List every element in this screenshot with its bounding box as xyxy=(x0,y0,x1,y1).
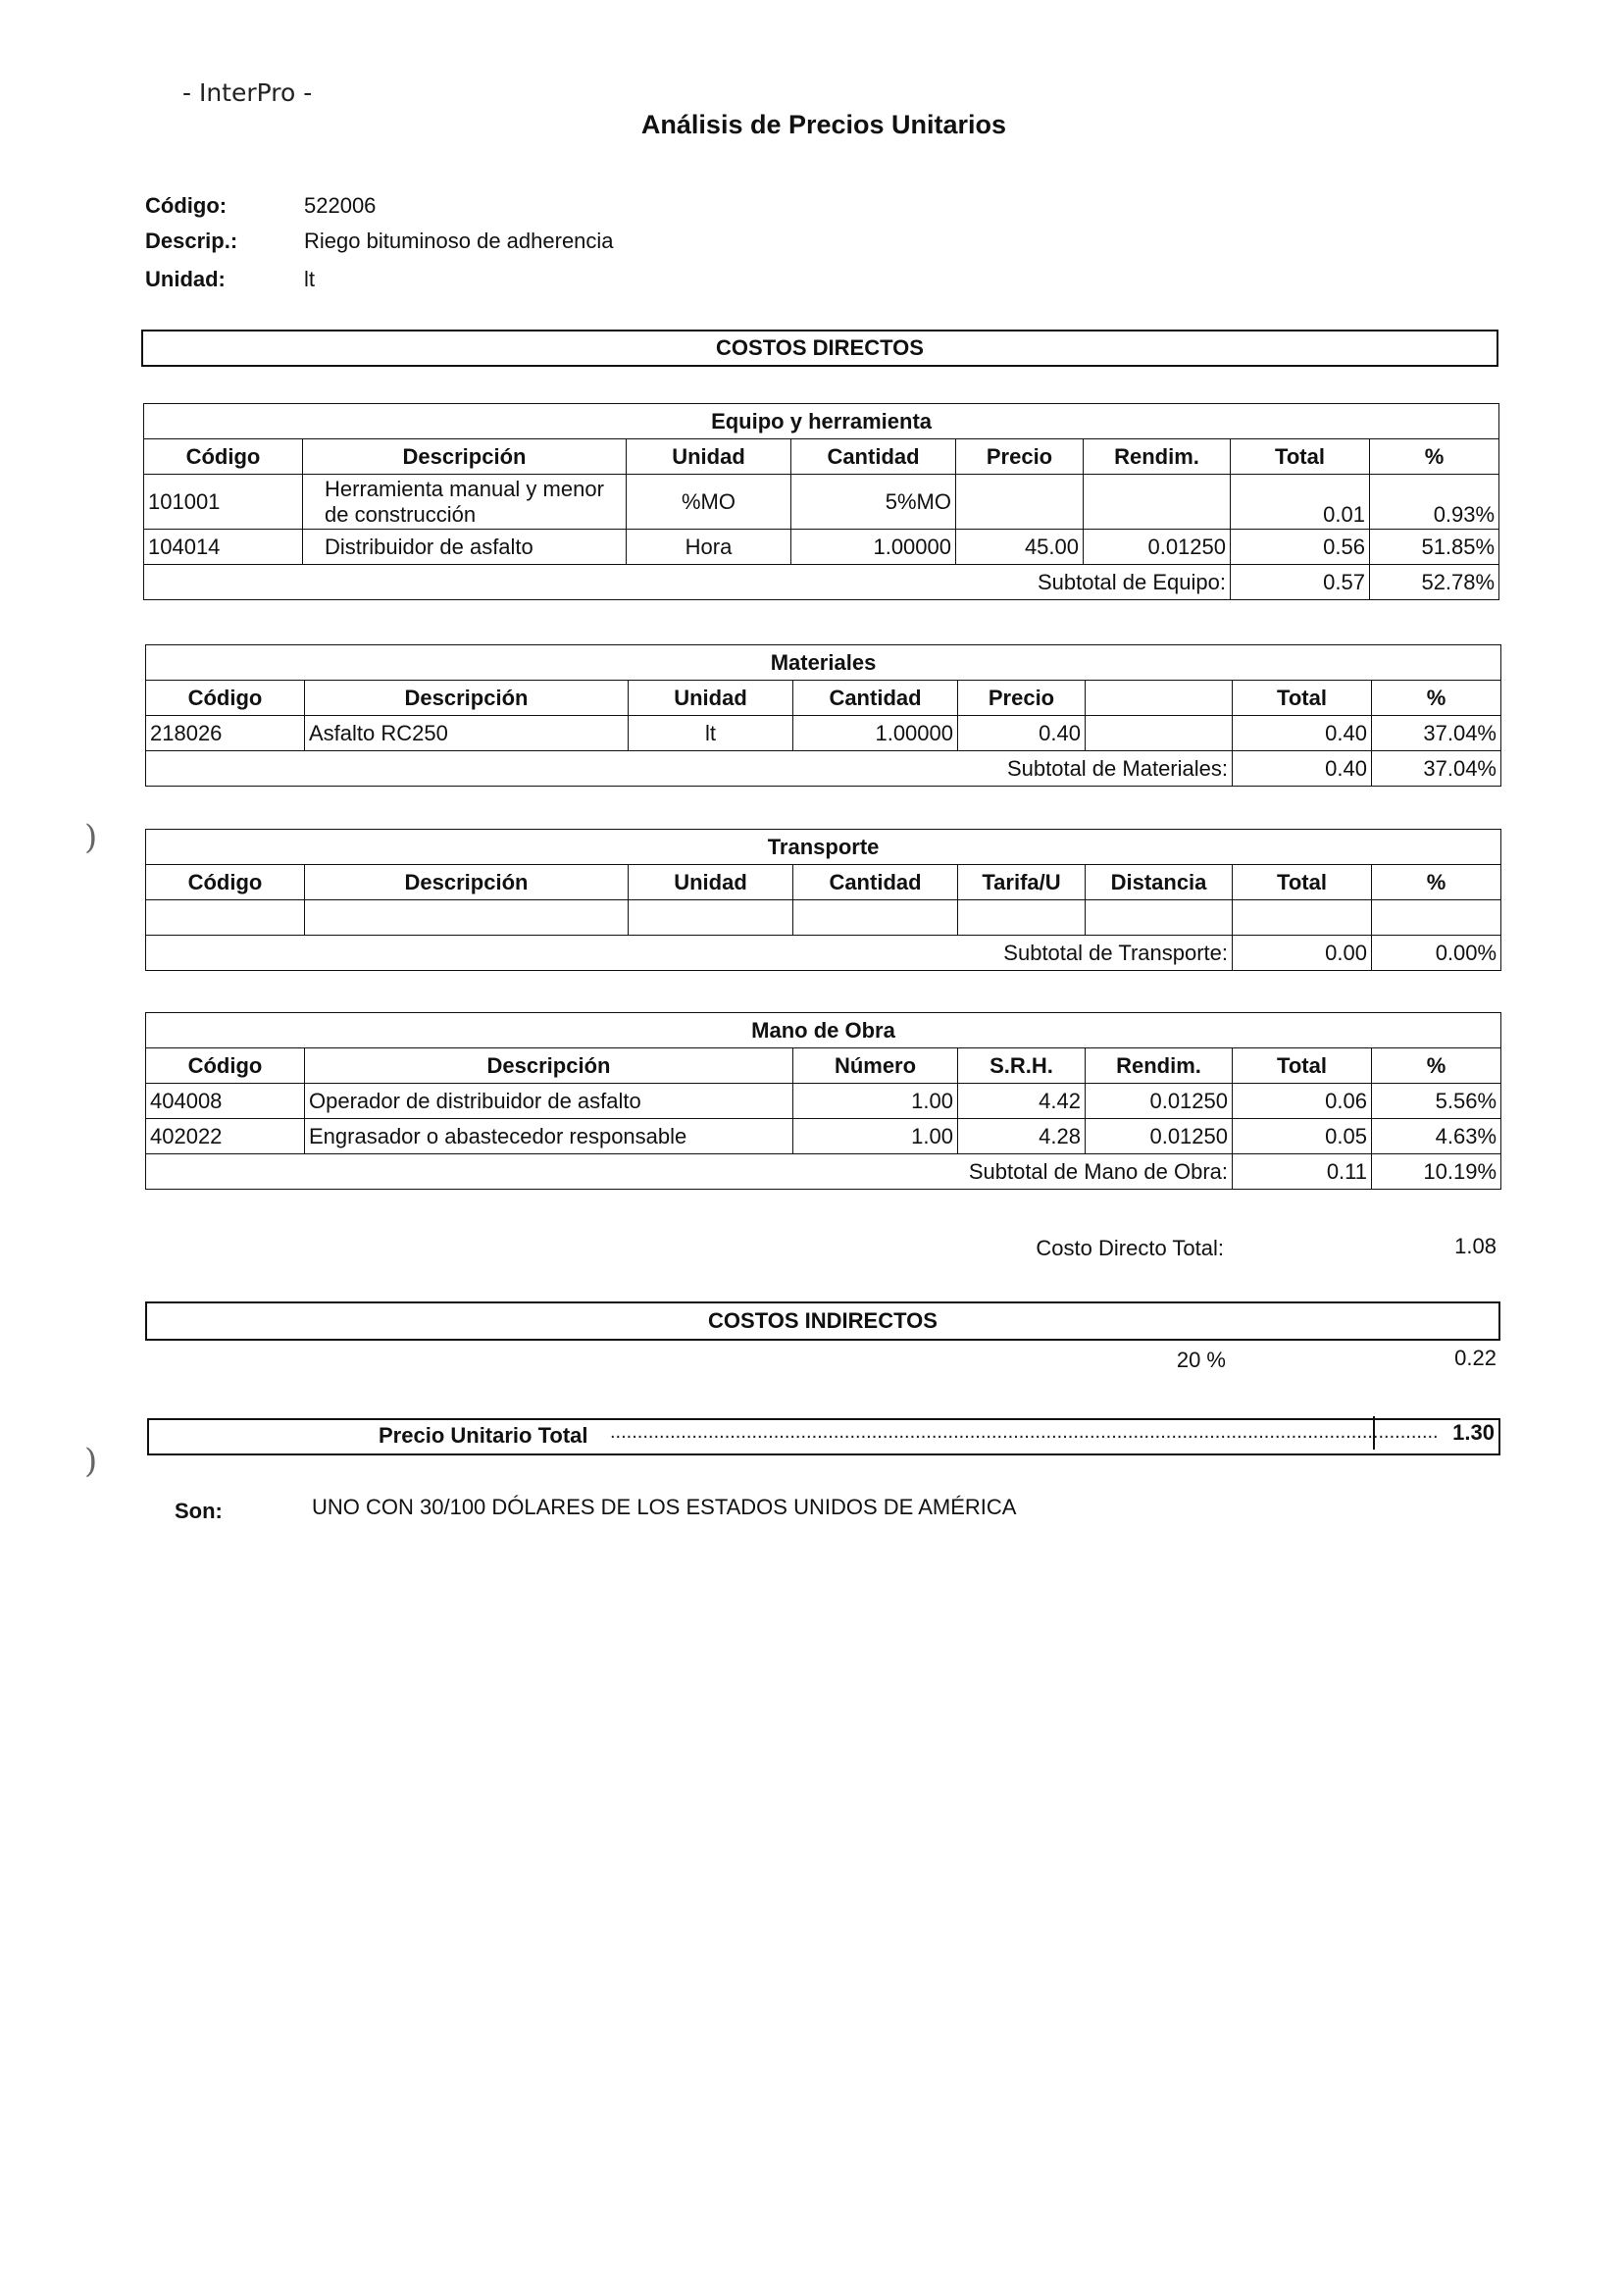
indirectos-pct: 20 % xyxy=(1176,1348,1226,1372)
cell-total: 0.40 xyxy=(1233,716,1372,751)
cell-pct: 37.04% xyxy=(1372,716,1501,751)
col-tarifa: Tarifa/U xyxy=(958,865,1086,900)
transporte-subtotal-pct: 0.00% xyxy=(1372,936,1501,971)
mano-obra-table xyxy=(145,1012,1501,1190)
cell-rendim: 0.01250 xyxy=(1086,1084,1233,1119)
col-rendim: Rendim. xyxy=(1084,439,1231,475)
col-cantidad: Cantidad xyxy=(791,439,956,475)
col-cantidad: Cantidad xyxy=(793,681,958,716)
precio-total-value: 1.30 xyxy=(1373,1416,1495,1450)
subtotal-row xyxy=(146,936,1501,971)
materiales-title: Materiales xyxy=(146,645,1501,681)
subtotal-row xyxy=(144,565,1499,600)
cell-descripcion: Herramienta manual y menor de construcción xyxy=(303,475,627,530)
col-precio: Precio xyxy=(956,439,1084,475)
col-codigo: Código xyxy=(144,439,303,475)
mano-obra-subtotal-label: Subtotal de Mano de Obra: xyxy=(146,1154,1233,1190)
cell-precio: 45.00 xyxy=(956,530,1084,565)
materiales-header-row xyxy=(146,681,1501,716)
transporte-table xyxy=(145,829,1501,971)
materiales-subtotal-total: 0.40 xyxy=(1233,751,1372,787)
costos-indirectos-banner: COSTOS INDIRECTOS xyxy=(145,1301,1500,1341)
equipo-subtotal-pct: 52.78% xyxy=(1370,565,1499,600)
son-label: Son: xyxy=(175,1499,223,1523)
cell-unidad: Hora xyxy=(627,530,791,565)
col-total: Total xyxy=(1233,1048,1372,1084)
equipo-header-row xyxy=(144,439,1499,475)
col-unidad: Unidad xyxy=(629,681,793,716)
equipo-table xyxy=(143,403,1499,600)
dot-leader: ........................................................................................................................................................ xyxy=(610,1421,1439,1443)
codigo-value: 522006 xyxy=(304,193,377,218)
transporte-header-row xyxy=(146,865,1501,900)
col-precio: Precio xyxy=(958,681,1086,716)
son-text: UNO CON 30/100 DÓLARES DE LOS ESTADOS UNIDOS DE AMÉRICA xyxy=(312,1495,1017,1519)
unidad-label: Unidad: xyxy=(145,267,226,291)
descrip-value: Riego bituminoso de adherencia xyxy=(304,229,614,253)
cell-precio: 0.40 xyxy=(958,716,1086,751)
materiales-table xyxy=(145,644,1501,787)
cell-cantidad: 5%MO xyxy=(791,475,956,530)
col-total: Total xyxy=(1233,681,1372,716)
mano-obra-title: Mano de Obra xyxy=(146,1013,1501,1048)
col-codigo: Código xyxy=(146,1048,305,1084)
col-pct: % xyxy=(1372,865,1501,900)
col-unidad: Unidad xyxy=(627,439,791,475)
col-distancia: Distancia xyxy=(1086,865,1233,900)
cell-codigo: 101001 xyxy=(144,475,303,530)
cell-srh: 4.42 xyxy=(958,1084,1086,1119)
unidad-value: lt xyxy=(304,267,315,291)
col-rendim: Rendim. xyxy=(1086,1048,1233,1084)
cell-numero: 1.00 xyxy=(793,1084,958,1119)
cell-codigo: 218026 xyxy=(146,716,305,751)
descrip-label: Descrip.: xyxy=(145,229,238,253)
cell-codigo: 104014 xyxy=(144,530,303,565)
cell-unidad: lt xyxy=(629,716,793,751)
col-unidad: Unidad xyxy=(629,865,793,900)
equipo-subtotal-label: Subtotal de Equipo: xyxy=(144,565,1231,600)
table-row xyxy=(144,475,1499,530)
scan-mark: ) xyxy=(84,818,98,857)
col-descripcion: Descripción xyxy=(305,865,629,900)
interpro-tag: - InterPro - xyxy=(182,78,313,107)
col-descripcion: Descripción xyxy=(305,1048,793,1084)
col-descripcion: Descripción xyxy=(303,439,627,475)
cell-numero: 1.00 xyxy=(793,1119,958,1154)
cell-total: 0.56 xyxy=(1231,530,1370,565)
col-codigo: Código xyxy=(146,865,305,900)
scan-mark: ) xyxy=(84,1442,98,1481)
cell-rendim: 0.01250 xyxy=(1084,530,1231,565)
col-srh: S.R.H. xyxy=(958,1048,1086,1084)
cell-precio xyxy=(956,475,1084,530)
cell-total: 0.05 xyxy=(1233,1119,1372,1154)
col-pct: % xyxy=(1370,439,1499,475)
mano-obra-subtotal-total: 0.11 xyxy=(1233,1154,1372,1190)
empty-row xyxy=(146,900,1501,936)
cell-descripcion: Distribuidor de asfalto xyxy=(303,530,627,565)
precio-total-label: Precio Unitario Total xyxy=(379,1423,588,1448)
transporte-subtotal-label: Subtotal de Transporte: xyxy=(146,936,1233,971)
codigo-label: Código: xyxy=(145,193,228,218)
table-row xyxy=(144,530,1499,565)
cell-srh: 4.28 xyxy=(958,1119,1086,1154)
cell-descripcion: Asfalto RC250 xyxy=(305,716,629,751)
table-row xyxy=(146,1119,1501,1154)
col-total: Total xyxy=(1231,439,1370,475)
cell-codigo: 404008 xyxy=(146,1084,305,1119)
col-empty xyxy=(1086,681,1233,716)
cell-unidad: %MO xyxy=(627,475,791,530)
cell-cantidad: 1.00000 xyxy=(793,716,958,751)
cell-total: 0.06 xyxy=(1233,1084,1372,1119)
cell-pct: 4.63% xyxy=(1372,1119,1501,1154)
equipo-subtotal-total: 0.57 xyxy=(1231,565,1370,600)
cell-rendim xyxy=(1084,475,1231,530)
materiales-subtotal-pct: 37.04% xyxy=(1372,751,1501,787)
cell-empty xyxy=(1086,716,1233,751)
col-total: Total xyxy=(1233,865,1372,900)
cell-descripcion: Operador de distribuidor de asfalto xyxy=(305,1084,793,1119)
mano-obra-subtotal-pct: 10.19% xyxy=(1372,1154,1501,1190)
col-descripcion: Descripción xyxy=(305,681,629,716)
costos-directos-banner: COSTOS DIRECTOS xyxy=(141,330,1498,367)
cell-cantidad: 1.00000 xyxy=(791,530,956,565)
subtotal-row xyxy=(146,751,1501,787)
table-row xyxy=(146,716,1501,751)
cell-pct: 51.85% xyxy=(1370,530,1499,565)
transporte-title: Transporte xyxy=(146,830,1501,865)
mano-obra-header-row xyxy=(146,1048,1501,1084)
col-pct: % xyxy=(1372,681,1501,716)
col-cantidad: Cantidad xyxy=(793,865,958,900)
table-row xyxy=(146,1084,1501,1119)
transporte-subtotal-total: 0.00 xyxy=(1233,936,1372,971)
cell-pct: 5.56% xyxy=(1372,1084,1501,1119)
cell-total: 0.01 xyxy=(1231,475,1370,530)
col-numero: Número xyxy=(793,1048,958,1084)
indirectos-value: 0.22 xyxy=(1454,1346,1497,1370)
col-codigo: Código xyxy=(146,681,305,716)
cell-codigo: 402022 xyxy=(146,1119,305,1154)
cell-pct: 0.93% xyxy=(1370,475,1499,530)
materiales-subtotal-label: Subtotal de Materiales: xyxy=(146,751,1233,787)
cell-rendim: 0.01250 xyxy=(1086,1119,1233,1154)
costo-directo-value: 1.08 xyxy=(1454,1234,1497,1258)
equipo-title: Equipo y herramienta xyxy=(144,404,1499,439)
page-title: Análisis de Precios Unitarios xyxy=(640,110,1007,139)
col-pct: % xyxy=(1372,1048,1501,1084)
costo-directo-label: Costo Directo Total: xyxy=(1036,1236,1224,1260)
cell-descripcion: Engrasador o abastecedor responsable xyxy=(305,1119,793,1154)
subtotal-row xyxy=(146,1154,1501,1190)
